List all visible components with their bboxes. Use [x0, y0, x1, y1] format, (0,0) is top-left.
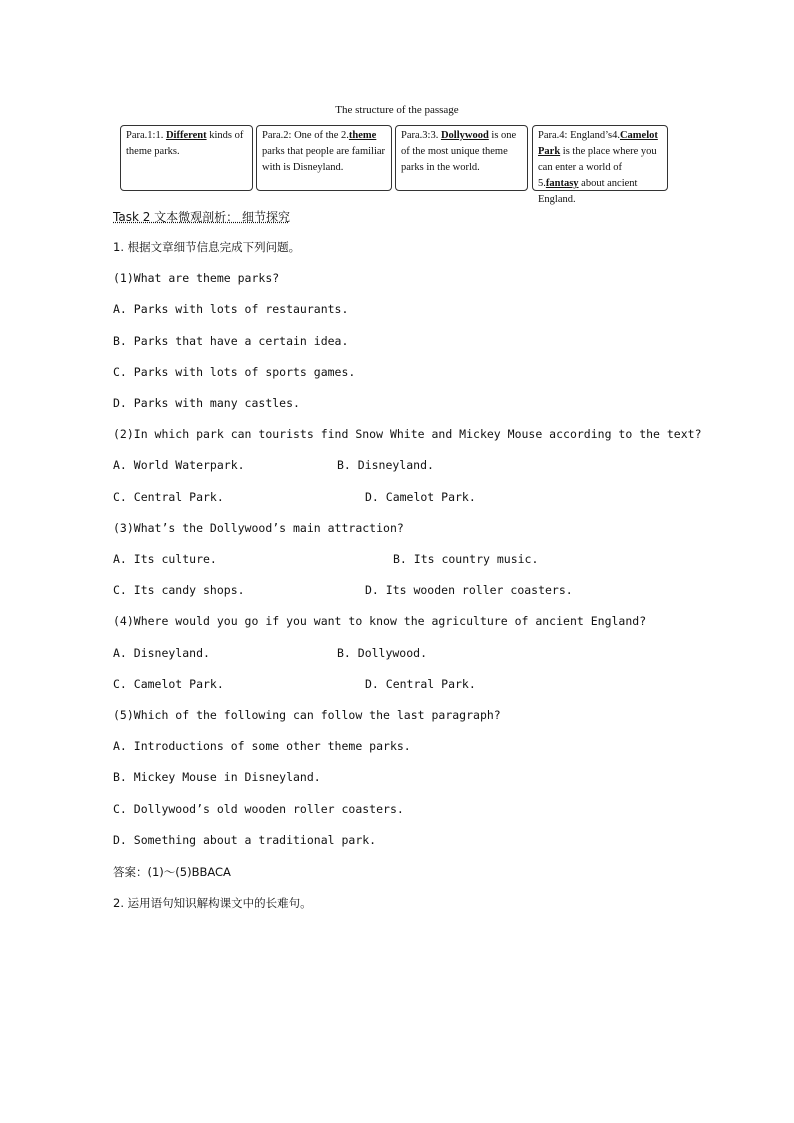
question-3-option-b: B. Its country music. — [393, 552, 539, 566]
question-5-option-b: B. Mickey Mouse in Disneyland. — [113, 770, 321, 784]
task-heading — [113, 208, 290, 225]
answer-key: 答案：(1)～(5)BBACA — [113, 865, 231, 879]
question-4-option-d: D. Central Park. — [365, 677, 476, 691]
question-2-option-d: D. Camelot Park. — [365, 490, 476, 504]
structure-title: The structure of the passage — [335, 104, 459, 116]
question-1-option-a: A. Parks with lots of restaurants. — [113, 302, 349, 316]
question-1-stem: (1)What are theme parks? — [113, 271, 280, 285]
box-text: is one of the most unique theme parks in the world. — [401, 130, 517, 173]
box-text: Para.3:3. — [401, 130, 441, 141]
question-1-option-b: B. Parks that have a certain idea. — [113, 334, 349, 348]
structure-box-para4 — [532, 125, 668, 205]
question-1-option-c: C. Parks with lots of sports games. — [113, 365, 356, 379]
question-3-stem: (3)What’s the Dollywood’s main attraction? — [113, 521, 404, 535]
box-text: kinds of theme parks. — [126, 130, 244, 157]
task-label: Task 2 文本微观剖析： 细节探究 — [113, 210, 290, 224]
box-text: is the place where you can enter a world of 5. — [538, 146, 657, 189]
box-answer: Camelot Park — [538, 130, 658, 157]
question-2-option-c: C. Central Park. — [113, 490, 224, 504]
structure-box-para2 — [256, 125, 392, 191]
box-answer: Different — [165, 130, 207, 141]
question-2-option-a: A. World Waterpark. — [113, 458, 245, 472]
question-4-option-b: B. Dollywood. — [337, 646, 428, 660]
question-5-stem: (5)Which of the following can follow the last paragraph? — [113, 708, 501, 722]
section-2-heading: 2. 运用语句知识解构课文中的长难句。 — [113, 896, 312, 910]
box-answer: fantasy — [545, 178, 579, 189]
section-1-heading: 1. 根据文章细节信息完成下列问题。 — [113, 240, 301, 254]
question-4-option-a: A. Disneyland. — [113, 646, 210, 660]
box-text: parks that people are familiar with is Disneyland. — [262, 146, 386, 173]
box-text: Para.1:1. — [126, 130, 166, 141]
question-3-option-a: A. Its culture. — [113, 552, 217, 566]
box-answer: theme — [348, 130, 377, 141]
box-text: Para.2: One of the 2. — [262, 130, 349, 141]
question-4-option-c: C. Camelot Park. — [113, 677, 224, 691]
box-text: Para.4: England’s4. — [538, 130, 620, 141]
structure-box-para3 — [395, 125, 528, 191]
question-1-option-d: D. Parks with many castles. — [113, 396, 300, 410]
question-5-option-c: C. Dollywood’s old wooden roller coasters. — [113, 802, 404, 816]
structure-box-para1 — [120, 125, 253, 191]
question-5-option-a: A. Introductions of some other theme parks. — [113, 739, 411, 753]
box-answer: Dollywood — [440, 130, 489, 141]
question-4-stem: (4)Where would you go if you want to know the agriculture of ancient England? — [113, 614, 647, 628]
question-2-option-b: B. Disneyland. — [337, 458, 434, 472]
box-text: about ancient England. — [538, 178, 638, 205]
question-5-option-d: D. Something about a traditional park. — [113, 833, 377, 847]
question-3-option-d: D. Its wooden roller coasters. — [365, 583, 573, 597]
question-3-option-c: C. Its candy shops. — [113, 583, 245, 597]
question-2-stem: (2)In which park can tourists find Snow White and Mickey Mouse according to the text? — [113, 427, 702, 441]
